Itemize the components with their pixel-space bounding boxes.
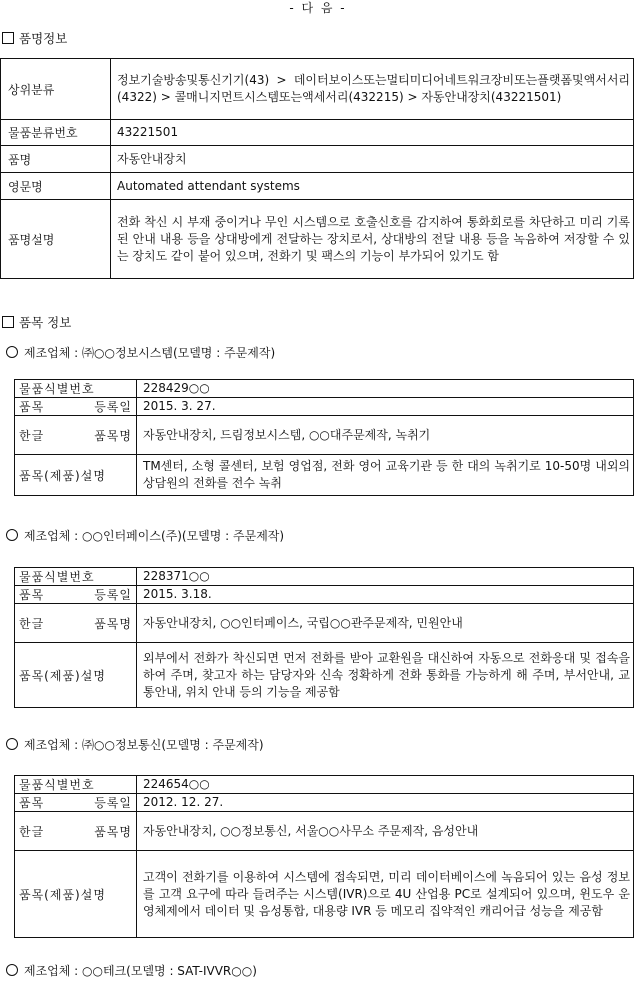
table-row [15,812,634,851]
table-row [15,455,634,496]
table-row [15,851,634,938]
section-heading-label: 품목 정보 [19,315,72,330]
circle-bullet-icon [6,738,18,750]
table-row [15,568,634,586]
row-label: 영문명 [1,173,111,200]
page-header-title: - 다 음 - [289,1,347,15]
item-desc-value: 외부에서 전화가 착신되면 먼저 전화를 받아 교환원을 대신하여 자동으로 전화응대 및 접속을 하여 주며, 찾고자 하는 담당자와 신속 정확하게 전화 통화를 가능하게 해 주며, 부서안내, 교통안내, 위치 안내 등의 기능을 제공함 [137,643,634,708]
circle-bullet-icon [6,964,18,976]
row-value: 전화 착신 시 부재 중이거나 무인 시스템으로 호출신호를 감지하여 통화회로를 차단하고 미리 기록된 안내 내용 등을 상대방에게 전달하는 장치로서, 상대방의 전달 내용 등을 녹음하여 저장할 수 있는 장치도 같이 붙어 있으며, 전화기 및 팩스의 기능이 부가되어 있기도 함 [111,200,634,279]
row-label: 물품분류번호 [1,120,111,146]
manufacturer-title: 제조업체 : ○○테크(모델명 : SAT-IVVR○○) [24,964,257,978]
manufacturer-title: 제조업체 : ○○인터페이스(주)(모델명 : 주문제작) [24,529,285,543]
table-row [15,794,634,812]
item-id-value: 228371○○ [137,568,634,586]
row-label: 품목 등록일 [15,398,137,416]
row-value: 정보기술방송및통신기기(43) > 데이터보이스또는멀티미디어네트워크장비또는플랫폼및액서서리(4322) > 콜매니지먼트시스템또는액세서리(432215) > 자동안내장치(43221501) [111,59,634,120]
row-label: 품목 등록일 [15,794,137,812]
item-name-value: 자동안내장치, ○○인터페이스, 국립○○관주문제작, 민원안내 [137,604,634,643]
table-row [1,200,634,279]
item-id-value: 228429○○ [137,380,634,398]
table-row [15,398,634,416]
section-heading-product-info [2,31,67,47]
row-label: 한글 품목명 [15,604,137,643]
manufacturer-heading [6,345,275,361]
row-label: 품목(제품)설명 [15,643,137,708]
checkbox-square-icon [2,32,14,44]
item-date-value: 2012. 12. 27. [137,794,634,812]
row-value: 자동안내장치 [111,146,634,173]
manufacturer-heading [6,737,264,753]
table-row [15,416,634,455]
item-table [14,379,634,496]
table-row [15,643,634,708]
row-label: 한글 품목명 [15,416,137,455]
row-label: 물품식별번호 [15,776,137,794]
row-value: 43221501 [111,120,634,146]
section-heading-label: 품명정보 [19,31,68,46]
row-label: 품목 등록일 [15,586,137,604]
row-label: 물품식별번호 [15,568,137,586]
item-id-value: 224654○○ [137,776,634,794]
manufacturer-heading [6,963,257,979]
item-date-value: 2015. 3.18. [137,586,634,604]
table-row [15,586,634,604]
item-desc-value: 고객이 전화기를 이용하여 시스템에 접속되면, 미리 데이터베이스에 녹음되어 있는 음성 정보를 고객 요구에 따라 들려주는 시스템(IVR)으로 4U 산업용 PC로 설계되어 있으며, 윈도우 운영체제에서 데이터 및 음성통합, 대용량 IVR 등 메모리 집약적인 캐리어급 성능을 제공함 [137,851,634,938]
row-label: 품명 [1,146,111,173]
item-name-value: 자동안내장치, ○○정보통신, 서울○○사무소 주문제작, 음성안내 [137,812,634,851]
row-label: 품명설명 [1,200,111,279]
table-row [1,173,634,200]
item-table [14,567,634,708]
circle-bullet-icon [6,346,18,358]
manufacturer-title: 제조업체 : ㈜○○정보시스템(모델명 : 주문제작) [24,346,276,360]
circle-bullet-icon [6,529,18,541]
row-label: 한글 품목명 [15,812,137,851]
checkbox-square-icon [2,316,14,328]
table-row [15,776,634,794]
row-label: 품목(제품)설명 [15,455,137,496]
row-label: 상위분류 [1,59,111,120]
row-label: 물품식별번호 [15,380,137,398]
table-row [1,120,634,146]
table-row [15,604,634,643]
table-row [1,59,634,120]
item-desc-value: TM센터, 소형 콜센터, 보험 영업점, 전화 영어 교육기관 등 한 대의 녹취기로 10-50명 내외의 상담원의 전화를 전수 녹취 [137,455,634,496]
table-row [15,380,634,398]
table-row [1,146,634,173]
item-name-value: 자동안내장치, 드림정보시스템, ○○대주문제작, 녹취기 [137,416,634,455]
product-info-table [0,58,634,279]
manufacturer-title: 제조업체 : ㈜○○정보통신(모델명 : 주문제작) [24,738,264,752]
item-table [14,775,634,938]
manufacturer-heading [6,528,284,544]
section-heading-item-info [2,315,71,331]
item-date-value: 2015. 3. 27. [137,398,634,416]
row-label: 품목(제품)설명 [15,851,137,938]
row-value: Automated attendant systems [111,173,634,200]
